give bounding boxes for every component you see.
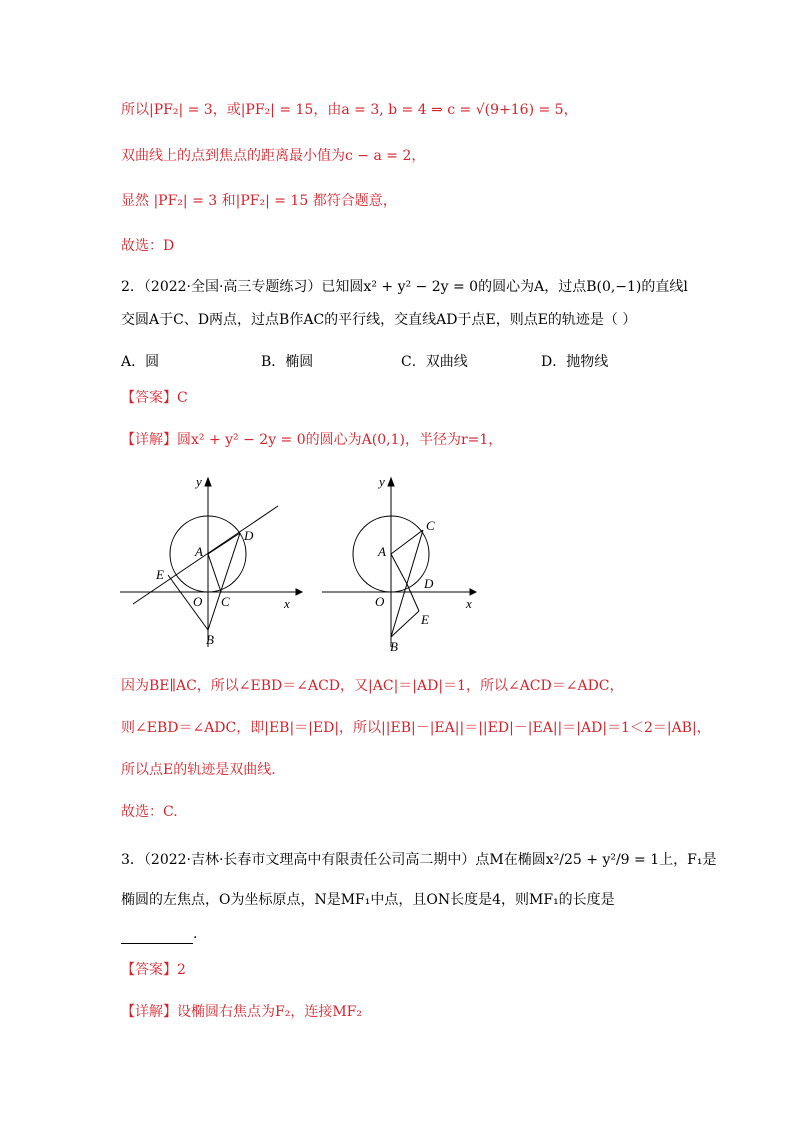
line-min-distance: 双曲线上的点到焦点的距离最小值为c − a = 2， xyxy=(121,148,426,164)
q3-stem-line1: 3．（2022·吉林·长春市文理高中有限责任公司高二期中）点M在椭圆x²/25 + y²/9 = 1上，F₁是 xyxy=(121,852,717,868)
line-l xyxy=(133,506,278,604)
label-e: E xyxy=(156,567,164,582)
seg-de xyxy=(407,584,419,611)
label-b: B xyxy=(390,639,398,652)
label-x: x xyxy=(284,596,290,611)
q2-reason-3: 所以点E的轨迹是双曲线. xyxy=(121,762,276,778)
q2-stem-line2: 交圆A于C、D两点，过点B作AC的平行线，交直线AD于点E，则点E的轨迹是（ ） xyxy=(121,312,637,328)
figure-right xyxy=(320,472,500,652)
q3-period: . xyxy=(193,926,198,942)
q2-reason-1: 因为BE∥AC，所以∠EBD＝∠ACD，又|AC|＝|AD|＝1，所以∠ACD＝∠ADC， xyxy=(121,678,624,694)
q3-detail: 【详解】设椭圆右焦点为F₂，连接MF₂ xyxy=(121,1004,362,1020)
q2-stem-line1: 2．（2022·全国·高三专题练习）已知圆x² + y² − 2y = 0的圆心为A，过点B(0,−1)的直线l xyxy=(121,279,688,295)
label-d: D xyxy=(424,576,434,591)
q2-answer: 【答案】C xyxy=(121,390,188,406)
x-axis-arrow xyxy=(296,589,302,595)
label-o: O xyxy=(193,594,203,609)
label-x: x xyxy=(466,596,472,611)
q3-answer: 【答案】2 xyxy=(121,962,186,978)
x-axis-arrow xyxy=(470,589,476,595)
line-both-valid: 显然 |PF₂| = 3 和|PF₂| = 15 都符合题意， xyxy=(121,193,397,209)
label-c: C xyxy=(426,518,435,533)
q2-option-d: D．抛物线 xyxy=(541,354,609,370)
q3-answer-blank[interactable] xyxy=(121,929,193,944)
y-axis-arrow xyxy=(205,478,211,486)
q2-reason-2: 则∠EBD＝∠ADC，即|EB|＝|ED|，所以||EB|－|EA||＝||ED|－|EA||＝|AD|＝1＜2＝|AB|， xyxy=(121,720,711,736)
label-a: A xyxy=(378,544,386,559)
figure-left xyxy=(118,472,308,652)
q2-option-b: B．椭圆 xyxy=(261,354,314,370)
q2-options xyxy=(121,352,681,372)
q2-option-a: A．圆 xyxy=(121,354,160,370)
q3-stem-line2: 椭圆的左焦点，O为坐标原点，N是MF₁中点，且ON长度是4，则MF₁的长度是 xyxy=(121,892,615,908)
seg-ac xyxy=(208,554,221,592)
label-e: E xyxy=(421,612,429,627)
label-d: D xyxy=(244,528,254,543)
q1-choice: 故选：D xyxy=(121,238,175,254)
seg-ad xyxy=(391,554,407,584)
seg-bd xyxy=(208,533,240,630)
label-y: y xyxy=(196,474,202,489)
seg-ad xyxy=(208,533,240,554)
label-a: A xyxy=(195,544,203,559)
line-pf2-values: 所以|PF₂| = 3，或|PF₂| = 15，由a = 3, b = 4 ⇒ c = √(9+16) = 5， xyxy=(121,102,578,118)
label-c: C xyxy=(221,594,230,609)
label-o: O xyxy=(375,594,385,609)
q2-choice: 故选：C. xyxy=(121,804,178,820)
label-b: B xyxy=(206,632,214,647)
q3-stem-line3 xyxy=(121,924,197,944)
q2-option-c: C．双曲线 xyxy=(401,354,468,370)
y-axis-arrow xyxy=(388,478,394,486)
label-y: y xyxy=(379,474,385,489)
seg-ac xyxy=(391,530,423,554)
q2-detail: 【详解】圆x² + y² − 2y = 0的圆心为A(0,1)，半径为r=1， xyxy=(121,432,503,448)
